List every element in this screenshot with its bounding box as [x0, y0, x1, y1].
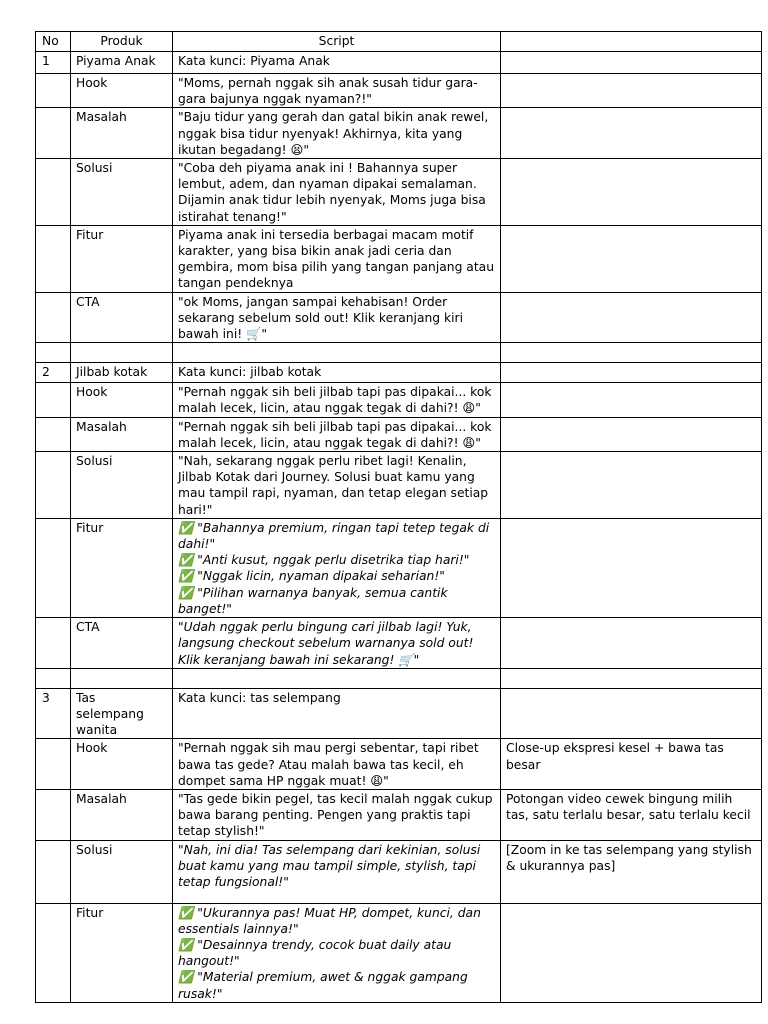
row-number-empty	[36, 903, 71, 1002]
row-label: Solusi	[71, 840, 173, 903]
row-note: [Zoom in ke tas selempang yang stylish & ukurannya pas]	[501, 840, 762, 903]
row-number-empty	[36, 292, 71, 343]
product-name: Tas selempang wanita	[71, 688, 173, 739]
row-note	[501, 417, 762, 451]
row-number-empty	[36, 452, 71, 519]
row-number-empty	[36, 74, 71, 108]
row-note: Potongan video cewek bingung milih tas, satu terlalu besar, satu terlalu kecil	[501, 789, 762, 840]
product-name: Jilbab kotak	[71, 363, 173, 383]
spacer-cell	[71, 668, 173, 688]
row-label: Solusi	[71, 159, 173, 226]
row-number-empty	[36, 108, 71, 159]
row-number-empty	[36, 618, 71, 669]
spacer-cell	[173, 668, 501, 688]
product-extra	[501, 363, 762, 383]
table-row	[36, 383, 762, 417]
table-row	[36, 903, 762, 1002]
row-label: Masalah	[71, 417, 173, 451]
table-row	[36, 840, 762, 903]
product-keyword: Kata kunci: tas selempang	[173, 688, 501, 739]
row-number-empty	[36, 417, 71, 451]
row-note	[501, 518, 762, 617]
feature-line: ✅ "Desainnya trendy, cocok buat daily atau hangout!"	[178, 937, 452, 969]
row-label: Hook	[71, 739, 173, 790]
table-row	[36, 159, 762, 226]
spacer-cell	[501, 668, 762, 688]
row-number-empty	[36, 789, 71, 840]
feature-line: ✅ "Material premium, awet & nggak gampang rusak!"	[178, 970, 468, 1001]
row-note	[501, 903, 762, 1002]
row-script	[173, 518, 501, 617]
row-label: Fitur	[71, 903, 173, 1002]
table-row	[36, 518, 762, 617]
row-label: CTA	[71, 292, 173, 343]
row-label: Masalah	[71, 789, 173, 840]
table-row	[36, 452, 762, 519]
row-script: "Coba deh piyama anak ini ! Bahannya super lembut, adem, dan nyaman dipakai semalaman. Dijamin anak tidur lebih nyenyak, Moms juga bisa istirahat tenang!"	[173, 159, 501, 226]
row-number-empty	[36, 159, 71, 226]
spacer-row	[36, 668, 762, 688]
feature-line: ✅ "Pilihan warnanya banyak, semua cantik banget!"	[178, 585, 448, 616]
spacer-cell	[36, 668, 71, 688]
row-script: "Pernah nggak sih beli jilbab tapi pas dipakai... kok malah lecek, licin, atau nggak tegak di dahi?! 😩"	[173, 417, 501, 451]
row-script	[173, 903, 501, 1002]
product-extra	[501, 688, 762, 739]
product-row	[36, 52, 762, 74]
table-row	[36, 74, 762, 108]
row-script: Piyama anak ini tersedia berbagai macam motif karakter, yang bisa bikin anak jadi ceria dan gembira, mom bisa pilih yang tangan panjang atau tangan pendeknya	[173, 225, 501, 292]
row-note	[501, 74, 762, 108]
row-label: Solusi	[71, 452, 173, 519]
product-keyword: Kata kunci: jilbab kotak	[173, 363, 501, 383]
product-keyword: Kata kunci: Piyama Anak	[173, 52, 501, 74]
table-row	[36, 225, 762, 292]
row-label: Hook	[71, 383, 173, 417]
row-script: "Moms, pernah nggak sih anak susah tidur gara-gara bajunya nggak nyaman?!"	[173, 74, 501, 108]
table-row	[36, 789, 762, 840]
feature-line: ✅ "Nggak licin, nyaman dipakai seharian!"	[178, 569, 445, 584]
table-body	[36, 52, 762, 1003]
spacer-cell	[36, 343, 71, 363]
row-label: CTA	[71, 618, 173, 669]
product-row	[36, 688, 762, 739]
feature-line: ✅ "Ukurannya pas! Muat HP, dompet, kunci, dan essentials lainnya!"	[178, 905, 481, 936]
spacer-row	[36, 343, 762, 363]
product-number: 3	[36, 688, 71, 739]
header-row	[36, 32, 762, 52]
row-label: Fitur	[71, 225, 173, 292]
row-number-empty	[36, 840, 71, 903]
row-note	[501, 159, 762, 226]
spacer-cell	[501, 343, 762, 363]
product-number: 2	[36, 363, 71, 383]
row-script: "ok Moms, jangan sampai kehabisan! Order sekarang sebelum sold out! Klik keranjang kiri bawah ini! 🛒"	[173, 292, 501, 343]
spacer-cell	[71, 343, 173, 363]
spacer-cell	[173, 343, 501, 363]
feature-line: ✅ "Bahannya premium, ringan tapi tetep tegak di dahi!"	[178, 520, 490, 552]
row-note: Close-up ekspresi kesel + bawa tas besar	[501, 739, 762, 790]
row-script: "Udah nggak perlu bingung cari jilbab lagi! Yuk, langsung checkout sebelum warnanya sold out! Klik keranjang bawah ini sekarang! 🛒"	[173, 618, 501, 669]
row-note	[501, 225, 762, 292]
row-script: "Nah, sekarang nggak perlu ribet lagi! Kenalin, Jilbab Kotak dari Journey. Solusi buat kamu yang mau tampil rapi, nyaman, dan tetap elegan setiap hari!"	[173, 452, 501, 519]
product-name: Piyama Anak	[71, 52, 173, 74]
row-script: "Pernah nggak sih mau pergi sebentar, tapi ribet bawa tas gede? Atau malah bawa tas kecil, eh dompet sama HP nggak muat! 😩"	[173, 739, 501, 790]
header-no: No	[36, 32, 71, 52]
row-number-empty	[36, 518, 71, 617]
row-note	[501, 292, 762, 343]
row-number-empty	[36, 739, 71, 790]
row-note	[501, 618, 762, 669]
table-row	[36, 618, 762, 669]
row-script: "Nah, ini dia! Tas selempang dari kekinian, solusi buat kamu yang mau tampil simple, stylish, tapi tetap fungsional!"	[173, 840, 501, 903]
script-table	[35, 31, 762, 1003]
row-label: Fitur	[71, 518, 173, 617]
row-note	[501, 452, 762, 519]
row-number-empty	[36, 225, 71, 292]
row-note	[501, 108, 762, 159]
row-note	[501, 383, 762, 417]
row-script: "Baju tidur yang gerah dan gatal bikin anak rewel, nggak bisa tidur nyenyak! Akhirnya, kita yang ikutan begadang! 😫"	[173, 108, 501, 159]
header-script: Script	[173, 32, 501, 52]
product-row	[36, 363, 762, 383]
header-extra	[501, 32, 762, 52]
row-label: Hook	[71, 74, 173, 108]
table-row	[36, 739, 762, 790]
product-extra	[501, 52, 762, 74]
row-script: "Pernah nggak sih beli jilbab tapi pas dipakai... kok malah lecek, licin, atau nggak tegak di dahi?! 😩"	[173, 383, 501, 417]
table-row	[36, 292, 762, 343]
header-produk: Produk	[71, 32, 173, 52]
row-number-empty	[36, 383, 71, 417]
feature-line: ✅ "Anti kusut, nggak perlu disetrika tiap hari!"	[178, 553, 470, 568]
row-script: "Tas gede bikin pegel, tas kecil malah nggak cukup bawa barang penting. Pengen yang praktis tapi tetap stylish!"	[173, 789, 501, 840]
table-row	[36, 108, 762, 159]
table-row	[36, 417, 762, 451]
row-label: Masalah	[71, 108, 173, 159]
product-number: 1	[36, 52, 71, 74]
